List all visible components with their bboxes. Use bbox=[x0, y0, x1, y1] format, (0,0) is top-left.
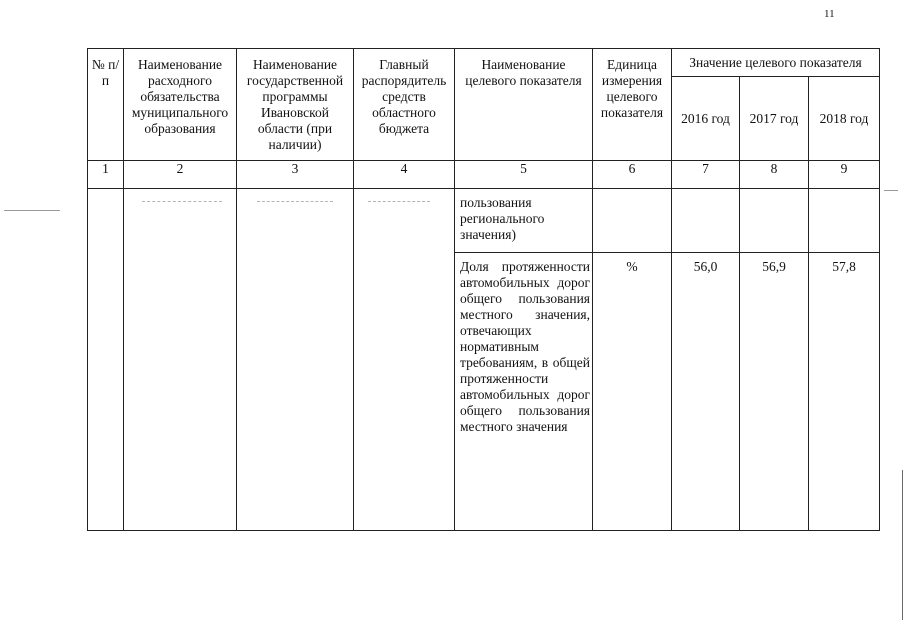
unit-value: % bbox=[593, 253, 672, 531]
header-2017: 2017 год bbox=[740, 77, 809, 161]
indicator-continuation: пользования регионального значения) bbox=[455, 189, 593, 253]
value-2017: 56,9 bbox=[740, 253, 809, 531]
cell-program-empty bbox=[237, 189, 354, 531]
target-indicators-table bbox=[87, 48, 880, 531]
page-number: 11 bbox=[824, 8, 835, 20]
column-number: 6 bbox=[593, 161, 672, 189]
table-row bbox=[88, 189, 880, 253]
cell-unit-empty bbox=[593, 189, 672, 253]
header-program: Наименование государственной программы Ивановской области (при наличии) bbox=[237, 49, 354, 161]
column-number: 5 bbox=[455, 161, 593, 189]
faint-text-trace bbox=[368, 201, 430, 203]
faint-text-trace bbox=[257, 201, 333, 203]
cell-obligation-empty bbox=[124, 189, 237, 531]
header-manager: Главный распорядитель средств областного бюджета bbox=[354, 49, 455, 161]
header-obligation: Наименование расходного обязательства муниципального образования bbox=[124, 49, 237, 161]
header-row-top bbox=[88, 49, 880, 77]
column-number: 1 bbox=[88, 161, 124, 189]
header-2018: 2018 год bbox=[809, 77, 880, 161]
scan-edge-right bbox=[902, 470, 903, 620]
scan-mark-left bbox=[4, 210, 60, 211]
cell-manager-empty bbox=[354, 189, 455, 531]
scan-mark-right bbox=[884, 190, 898, 191]
indicator-road-share: Доля протяженности автомобильных дорог общего пользования местного значения, отвечающих нормативным требованиям, в общей протяженности автомобильных дорог общего пользования местного значения bbox=[455, 253, 593, 531]
header-2016: 2016 год bbox=[672, 77, 740, 161]
value-2018: 57,8 bbox=[809, 253, 880, 531]
column-number: 4 bbox=[354, 161, 455, 189]
header-indicator: Наименование целевого показателя bbox=[455, 49, 593, 161]
column-number: 3 bbox=[237, 161, 354, 189]
column-number: 8 bbox=[740, 161, 809, 189]
column-number: 2 bbox=[124, 161, 237, 189]
column-number: 9 bbox=[809, 161, 880, 189]
column-number: 7 bbox=[672, 161, 740, 189]
header-values-group: Значение целевого показателя bbox=[672, 49, 880, 77]
cell-2017-empty bbox=[740, 189, 809, 253]
column-number-row bbox=[88, 161, 880, 189]
cell-2018-empty bbox=[809, 189, 880, 253]
cell-num-empty bbox=[88, 189, 124, 531]
faint-text-trace bbox=[142, 201, 222, 203]
cell-2016-empty bbox=[672, 189, 740, 253]
header-unit: Единица измерения целевого показателя bbox=[593, 49, 672, 161]
header-num: № п/п bbox=[88, 49, 124, 161]
value-2016: 56,0 bbox=[672, 253, 740, 531]
